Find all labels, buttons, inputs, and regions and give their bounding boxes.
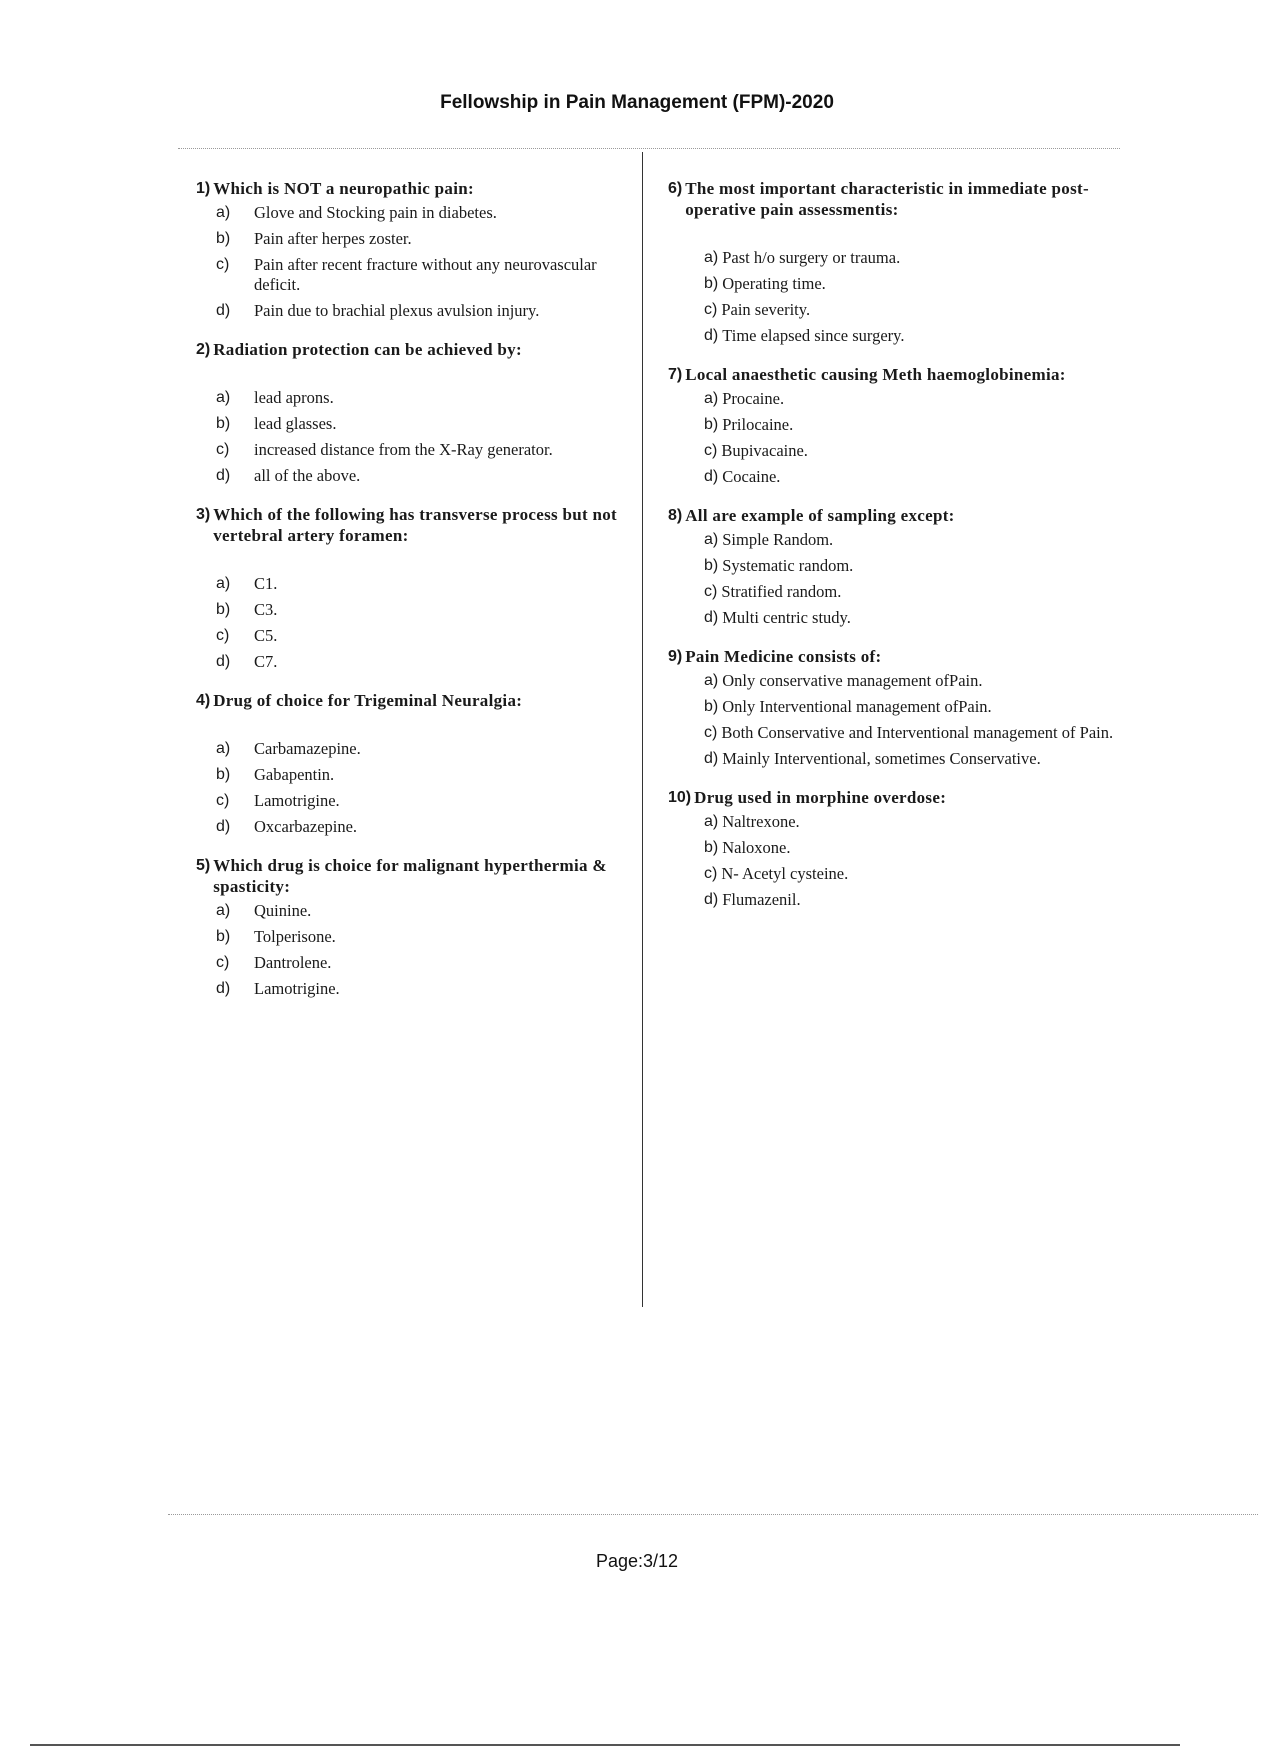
option-text: Multi centric study. (722, 608, 851, 627)
option-text: Naltrexone. (722, 812, 800, 831)
option-letter: d) (704, 609, 719, 626)
answer-option (668, 415, 1138, 435)
question-number: 8) (668, 507, 683, 524)
answer-options (668, 812, 1138, 910)
option-letter: d) (704, 891, 719, 908)
question (196, 504, 626, 672)
answer-option (668, 248, 1138, 268)
option-letter: a) (216, 740, 231, 757)
option-text: Naloxone. (722, 838, 791, 857)
question (668, 646, 1138, 769)
option-letter: c) (216, 954, 230, 971)
answer-option (196, 953, 626, 973)
answer-option (668, 441, 1138, 461)
option-text: Procaine. (722, 389, 785, 408)
answer-option (196, 414, 626, 434)
column-divider (642, 152, 643, 1307)
option-letter: c) (704, 301, 718, 318)
page-title: Fellowship in Pain Management (FPM)-2020 (440, 92, 834, 113)
option-letter: b) (704, 698, 719, 715)
answer-options (196, 739, 626, 837)
option-letter: b) (704, 557, 719, 574)
option-text: Mainly Interventional, sometimes Conservative. (722, 749, 1041, 768)
answer-option (196, 203, 626, 223)
question (668, 505, 1138, 628)
option-letter: c) (704, 442, 718, 459)
answer-option (196, 574, 626, 594)
question (668, 787, 1138, 910)
question-stem (668, 178, 1138, 220)
answer-option (196, 765, 626, 785)
option-letter: a) (216, 389, 231, 406)
answer-option (668, 697, 1138, 717)
answer-option (196, 901, 626, 921)
question-text: Which of the following has transverse process but not vertebral artery foramen: (213, 505, 617, 545)
answer-option (668, 838, 1138, 858)
option-letter: a) (704, 813, 719, 830)
answer-option (668, 749, 1138, 769)
option-letter: d) (216, 467, 231, 484)
answer-option (668, 671, 1138, 691)
option-text: Glove and Stocking pain in diabetes. (254, 203, 497, 222)
answer-option (196, 927, 626, 947)
option-letter: d) (704, 327, 719, 344)
option-text: Pain after herpes zoster. (254, 229, 412, 248)
answer-option (196, 817, 626, 837)
answer-option (668, 389, 1138, 409)
answer-option (668, 864, 1138, 884)
option-letter: b) (216, 766, 231, 783)
option-text: C1. (254, 574, 278, 593)
answer-options (196, 574, 626, 672)
question-stem (196, 339, 626, 360)
option-letter: d) (216, 653, 231, 670)
option-text: all of the above. (254, 466, 361, 485)
answer-option (668, 530, 1138, 550)
answer-option (196, 466, 626, 486)
option-letter: b) (704, 275, 719, 292)
question-stem (668, 364, 1138, 385)
option-text: increased distance from the X-Ray generator. (254, 440, 553, 459)
question-number: 5) (196, 857, 211, 874)
option-letter: b) (216, 230, 231, 247)
option-text: Dantrolene. (254, 953, 332, 972)
option-letter: a) (216, 902, 231, 919)
answer-option (196, 440, 626, 460)
question-stem (196, 504, 626, 546)
question-number: 1) (196, 180, 211, 197)
question-number: 10) (668, 789, 692, 806)
option-letter: a) (704, 390, 719, 407)
option-text: Flumazenil. (722, 890, 801, 909)
option-text: Past h/o surgery or trauma. (722, 248, 901, 267)
footer-divider (168, 1514, 1258, 1515)
answer-options (668, 248, 1138, 346)
option-text: Pain after recent fracture without any neurovascular deficit. (254, 255, 597, 294)
answer-option (196, 229, 626, 249)
question-text: Which drug is choice for malignant hyperthermia & spasticity: (213, 856, 607, 896)
option-letter: c) (704, 865, 718, 882)
answer-option (668, 723, 1138, 743)
answer-options (668, 671, 1138, 769)
answer-option (196, 652, 626, 672)
option-letter: c) (216, 256, 230, 273)
answer-option (668, 326, 1138, 346)
option-text: lead aprons. (254, 388, 334, 407)
option-text: Pain due to brachial plexus avulsion injury. (254, 301, 540, 320)
option-text: Lamotrigine. (254, 979, 340, 998)
option-text: Pain severity. (721, 300, 811, 319)
answer-option (668, 812, 1138, 832)
question-number: 3) (196, 506, 211, 523)
option-text: Stratified random. (721, 582, 842, 601)
question (668, 364, 1138, 487)
question-stem (668, 787, 1138, 808)
answer-options (668, 389, 1138, 487)
question-number: 9) (668, 648, 683, 665)
answer-options (196, 203, 626, 321)
answer-option (668, 556, 1138, 576)
question-stem (668, 505, 1138, 526)
option-text: Only Interventional management ofPain. (722, 697, 992, 716)
option-letter: c) (216, 441, 230, 458)
option-letter: d) (216, 302, 231, 319)
question-text: Pain Medicine consists of: (685, 647, 882, 666)
question-stem (196, 178, 626, 199)
question-text: The most important characteristic in immediate post-operative pain assessmentis: (685, 179, 1089, 219)
option-letter: d) (216, 980, 231, 997)
question-stem (668, 646, 1138, 667)
option-text: Prilocaine. (722, 415, 794, 434)
answer-option (668, 467, 1138, 487)
question (196, 178, 626, 321)
question-number: 7) (668, 366, 683, 383)
question-text: All are example of sampling except: (685, 506, 955, 525)
option-text: Time elapsed since surgery. (722, 326, 905, 345)
question (668, 178, 1138, 346)
answer-option (196, 388, 626, 408)
option-text: C7. (254, 652, 278, 671)
right-column (668, 178, 1138, 928)
option-letter: d) (704, 750, 719, 767)
option-letter: b) (216, 601, 231, 618)
question-stem (196, 690, 626, 711)
answer-options (196, 388, 626, 486)
answer-option (196, 626, 626, 646)
option-text: Gabapentin. (254, 765, 335, 784)
header-divider (178, 148, 1120, 149)
option-text: lead glasses. (254, 414, 337, 433)
answer-option (196, 600, 626, 620)
option-text: Both Conservative and Interventional management of Pain. (721, 723, 1114, 742)
answer-option (196, 301, 626, 321)
option-letter: a) (704, 249, 719, 266)
answer-option (668, 274, 1138, 294)
option-text: C3. (254, 600, 278, 619)
option-text: Oxcarbazepine. (254, 817, 358, 836)
question (196, 339, 626, 486)
question-number: 2) (196, 341, 211, 358)
question-text: Drug of choice for Trigeminal Neuralgia: (213, 691, 523, 710)
question-number: 6) (668, 180, 683, 197)
option-letter: b) (216, 928, 231, 945)
left-column (196, 178, 626, 1017)
answer-option (668, 608, 1138, 628)
option-letter: a) (704, 531, 719, 548)
question-stem (196, 855, 626, 897)
page-number: Page:3/12 (595, 1551, 679, 1571)
option-text: Bupivacaine. (721, 441, 808, 460)
option-letter: c) (704, 583, 718, 600)
option-text: Simple Random. (722, 530, 834, 549)
option-letter: b) (216, 415, 231, 432)
option-letter: a) (704, 672, 719, 689)
answer-option (668, 300, 1138, 320)
answer-option (196, 979, 626, 999)
question-text: Radiation protection can be achieved by: (213, 340, 522, 359)
option-text: Cocaine. (722, 467, 781, 486)
option-text: Only conservative management ofPain. (722, 671, 983, 690)
option-letter: a) (216, 575, 231, 592)
option-letter: a) (216, 204, 231, 221)
option-letter: d) (704, 468, 719, 485)
option-letter: c) (704, 724, 718, 741)
option-text: Quinine. (254, 901, 312, 920)
option-text: Systematic random. (722, 556, 854, 575)
question (196, 855, 626, 999)
answer-option (668, 890, 1138, 910)
option-letter: b) (704, 416, 719, 433)
option-text: Tolperisone. (254, 927, 336, 946)
question-text: Drug used in morphine overdose: (694, 788, 947, 807)
option-text: Lamotrigine. (254, 791, 340, 810)
option-text: C5. (254, 626, 278, 645)
answer-options (196, 901, 626, 999)
option-letter: b) (704, 839, 719, 856)
answer-option (196, 739, 626, 759)
option-text: Carbamazepine. (254, 739, 361, 758)
question-text: Local anaesthetic causing Meth haemoglobinemia: (685, 365, 1066, 384)
bottom-edge-line (30, 1744, 1180, 1746)
option-letter: c) (216, 627, 230, 644)
answer-option (196, 791, 626, 811)
answer-option (668, 582, 1138, 602)
option-text: N- Acetyl cysteine. (721, 864, 849, 883)
option-letter: c) (216, 792, 230, 809)
option-text: Operating time. (722, 274, 826, 293)
question-number: 4) (196, 692, 211, 709)
answer-option (196, 255, 626, 295)
question (196, 690, 626, 837)
option-letter: d) (216, 818, 231, 835)
question-text: Which is NOT a neuropathic pain: (213, 179, 474, 198)
answer-options (668, 530, 1138, 628)
